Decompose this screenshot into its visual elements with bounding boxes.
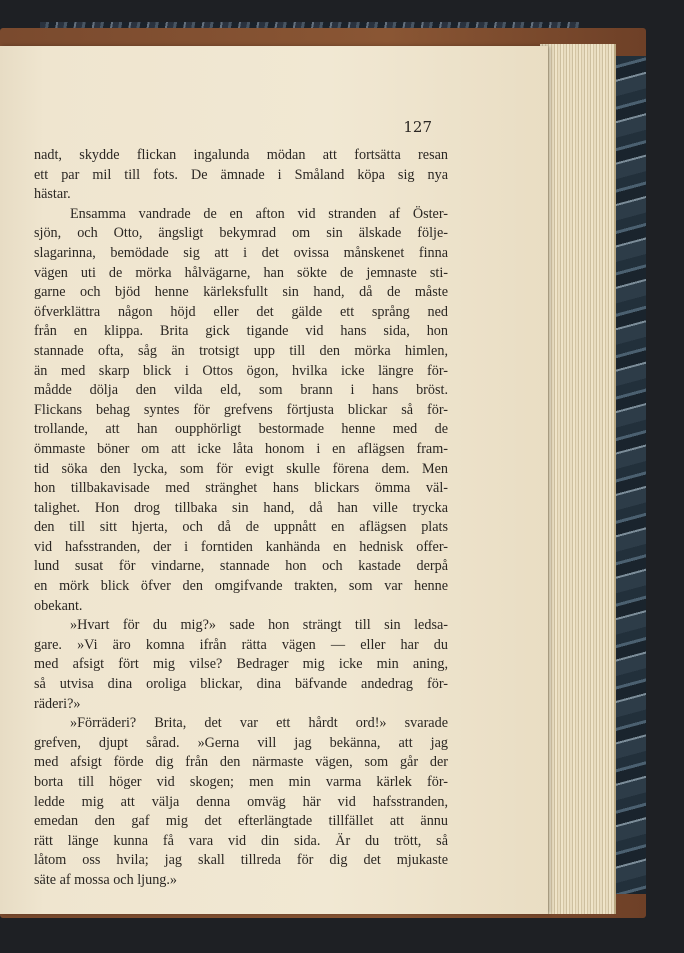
- text-line: med afsigt fört mig vilse? Bedrager mig icke min aning,: [34, 656, 448, 673]
- text-line: gare. »Vi äro komna ifrån rätta vägen — eller har du: [34, 636, 448, 653]
- text-line: »Förräderi? Brita, det var ett hårdt ord!» svarade: [70, 715, 448, 732]
- text-line: säte af mossa och ljung.»: [34, 871, 178, 888]
- text-line: hästar.: [34, 186, 71, 203]
- text-line: låtom oss hvila; jag skall tillreda för dig det mjukaste: [34, 852, 448, 869]
- text-line: »Hvart för du mig?» sade hon strängt till sin ledsa-: [70, 617, 448, 634]
- text-line: mådde dölja den vilda eld, som brann i hans bröst.: [34, 382, 448, 399]
- text-line: räderi?»: [34, 695, 81, 712]
- page-text: [34, 146, 448, 891]
- text-line: den till sitt hjerta, och då de uppnått en aflägsen plats: [34, 519, 448, 536]
- text-line: garne och bjöd henne kärleksfullt sin hand, då de måste: [34, 284, 448, 301]
- text-line: öfverklättra någon höjd eller det gälde ett språng ned: [34, 303, 448, 320]
- text-line: en mörk blick öfver den omgifvande trakten, som var henne: [34, 578, 448, 595]
- text-line: sjön, och Otto, ängsligt bekymrad om sin älskade följe-: [34, 225, 448, 242]
- text-line: rätt länge kunna få vara vid din sida. Är du trött, så: [34, 832, 448, 849]
- text-line: nadt, skydde flickan ingalunda mödan att fortsätta resan: [34, 147, 448, 163]
- text-line: vägen uti de mörka hålvägarne, han sökte de jemnaste sti-: [34, 264, 448, 281]
- text-line: stannade ofta, såg än trotsigt upp till den mörka himlen,: [34, 342, 448, 359]
- marbled-cover-board: [612, 56, 646, 894]
- text-line: lund susat för vindarne, stannade hon och kastade derpå: [34, 558, 448, 575]
- text-line: trollande, att han oupphörligt bestormade henne med de: [34, 421, 448, 438]
- text-line: ett par mil till fots. De ämnade i Småland köpa sig nya: [34, 166, 448, 183]
- text-line: vid hafsstranden, der i forntiden kanhända en hednisk offer-: [34, 538, 448, 555]
- text-line: slagarinna, bemödade sig att i det ovissa månskenet finna: [34, 244, 448, 261]
- text-line: Flickans behag syntes för grefvens förtjusta blickar så för-: [34, 401, 448, 418]
- text-line: från en klippa. Brita gick tigande vid hans sida, hon: [34, 323, 448, 340]
- text-line: med afsigt förde dig från den närmaste vägen, som går der: [34, 754, 448, 771]
- text-line: borta till höger vid skogen; men min varma kärlek för-: [34, 774, 448, 790]
- text-line: ömmaste böner om att icke låta honom i en aflägsen fram-: [34, 440, 448, 457]
- text-line: talighet. Hon drog tillbaka sin hand, då han ville trycka: [34, 499, 448, 516]
- text-line: grefven, djupt sårad. »Gerna vill jag bekänna, att jag: [34, 734, 448, 751]
- text-line: Ensamma vandrade de en afton vid stranden af Öster-: [70, 205, 448, 222]
- text-line: tid söka den lycka, som för evigt skulle förena dem. Men: [34, 460, 448, 477]
- text-line: obekant.: [34, 597, 83, 614]
- text-line: ledde mig att välja denna omväg här vid hafsstranden,: [34, 793, 448, 810]
- text-line: hon tillbakavisade med stränghet hans blickars ömma väl-: [34, 480, 448, 497]
- text-line: än med skarp blick i Ottos ögon, hvilka icke längre för-: [34, 362, 448, 379]
- page-number: 127: [403, 118, 432, 136]
- page-stack-edge: [540, 44, 616, 914]
- text-line: så utvisa dina oroliga blickar, dina bäfvande andedrag för-: [34, 676, 448, 693]
- text-line: emedan den gaf mig det efterlängtade tillfället att ännu: [34, 813, 448, 830]
